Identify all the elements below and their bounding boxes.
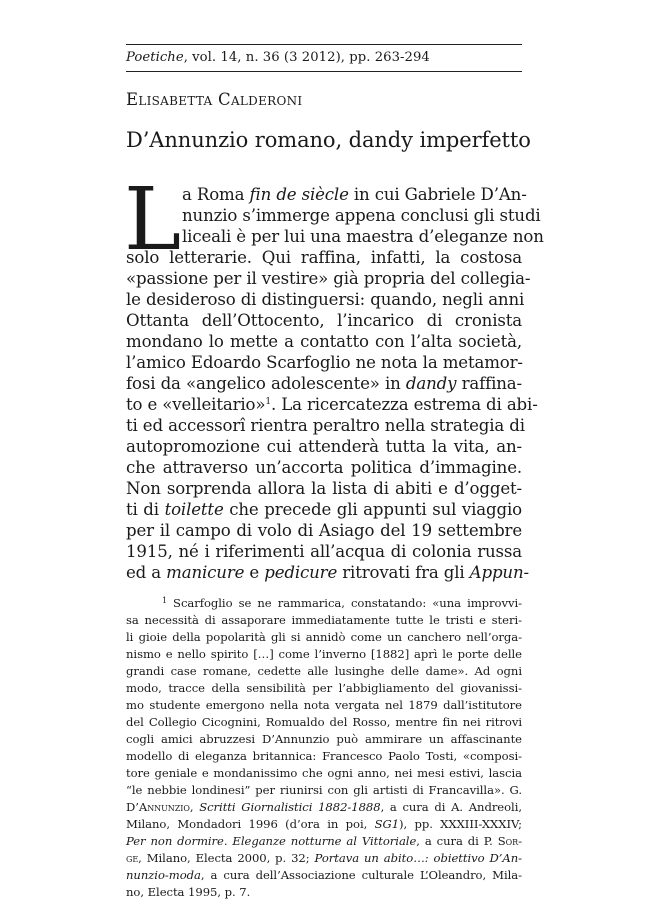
body-line: Non sorprenda allora la lista di abiti e d’ogget- bbox=[126, 479, 522, 498]
body-line: nunzio s’immerge appena conclusi gli studi bbox=[182, 206, 541, 225]
footnote-line: modello di eleganza britannica: Francesco Paolo Tosti, «composi- bbox=[126, 749, 522, 763]
footnote-line: grandi case romane, cedette alle lusinghe delle dame». Ad ogni bbox=[126, 664, 522, 678]
journal-details: , vol. 14, n. 36 (3 2012), pp. 263-294 bbox=[183, 50, 430, 65]
body-line: ti di toilette che precede gli appunti sul viaggio bbox=[126, 500, 522, 519]
body-line: che attraverso un’accorta politica d’immagine. bbox=[126, 458, 522, 477]
body-line: «passione per il vestire» già propria del collegia- bbox=[126, 269, 531, 288]
header-bottom-rule bbox=[126, 71, 522, 72]
footnote-line: 1 Scarfoglio se ne rammarica, constatando: «una improvvi- bbox=[162, 596, 522, 610]
footnote-line: li gioie della popolarità gli si annidò come un canchero nell’orga- bbox=[126, 630, 522, 644]
author-last-name: Calderoni bbox=[218, 90, 303, 109]
body-line: fosi da «angelico adolescente» in dandy raffina- bbox=[126, 374, 523, 393]
article-title: D’Annunzio romano, dandy imperfetto bbox=[126, 128, 531, 152]
body-line: mondano lo mette a contatto con l’alta società, bbox=[126, 332, 522, 351]
body-line: to e «velleitario»$^1$. La ricercatezza estrema di abi- bbox=[126, 395, 538, 414]
author-first-name: Elisabetta bbox=[126, 90, 213, 109]
footnote-line: tore geniale e mondanissimo che ogni anno, nei mesi estivi, lascia bbox=[126, 766, 522, 780]
footnote-line: nismo e nello spirito […] come l’inverno [1882] aprì le porte delle bbox=[126, 647, 522, 661]
body-line: 1915, né i riferimenti all’acqua di colonia russa bbox=[126, 542, 522, 561]
body-line: solo letterarie. Qui raffina, infatti, la costosa bbox=[126, 248, 522, 267]
body-line: autopromozione cui attenderà tutta la vita, an- bbox=[126, 437, 522, 456]
drop-cap: L bbox=[124, 170, 182, 270]
body-line: le desideroso di distinguersi: quando, negli anni bbox=[126, 290, 525, 309]
body-line: Ottanta dell’Ottocento, l’incarico di cronista bbox=[126, 311, 522, 330]
journal-name: Poetiche bbox=[126, 50, 184, 65]
footnote-line: mo studente emergono nella nota vergata nel 1879 dall’istitutore bbox=[126, 698, 522, 712]
body-line: per il campo di volo di Asiago del 19 settembre bbox=[126, 521, 522, 540]
footnote-line: modo, tracce della sensibilità per l’abbigliamento del giovanissi- bbox=[126, 681, 522, 695]
footnote-line: nunzio-moda, a cura dell’Associazione culturale L’Oleandro, Mila- bbox=[126, 868, 522, 882]
body-line: ed a manicure e pedicure ritrovati fra gli Appun- bbox=[126, 563, 529, 582]
body-line: liceali è per lui una maestra d’eleganze non bbox=[182, 227, 544, 246]
footnote-line: del Collegio Cicognini, Romualdo del Rosso, mentre fin nei ritrovi bbox=[126, 715, 522, 729]
footnote-line: D’Annunzio, Scritti Giornalistici 1882-1888, a cura di A. Andreoli, bbox=[126, 800, 523, 814]
footnote-line: ge, Milano, Electa 2000, p. 32; Portava un abito…: obiettivo D’An- bbox=[126, 851, 522, 865]
footnote-reference[interactable]: 1 bbox=[265, 397, 271, 407]
body-line: l’amico Edoardo Scarfoglio ne nota la metamor- bbox=[126, 353, 523, 372]
footnote-line: “le nebbie londinesi” per riunirsi con gli artisti di Francavilla». G. bbox=[126, 783, 522, 797]
footnote-line: no, Electa 1995, p. 7. bbox=[126, 885, 251, 899]
footnote-line: Milano, Mondadori 1996 (d’ora in poi, SG1), pp. XXXIII-XXXIV; bbox=[126, 817, 522, 831]
author-name bbox=[126, 90, 302, 110]
header-top-rule bbox=[126, 44, 522, 45]
footnote-line: Per non dormire. Eleganze notturne al Vittoriale, a cura di P. Sor- bbox=[126, 834, 522, 848]
footnote-line: cogli amici abruzzesi D’Annunzio può ammirare un affascinante bbox=[126, 732, 522, 746]
body-line: ti ed accessorî rientra peraltro nella strategia di bbox=[126, 416, 525, 435]
body-line: a Roma fin de siècle in cui Gabriele D’An- bbox=[182, 185, 527, 204]
journal-citation bbox=[126, 49, 526, 67]
footnote-line: sa necessità di assaporare immediatamente tutte le tristi e steri- bbox=[126, 613, 522, 627]
